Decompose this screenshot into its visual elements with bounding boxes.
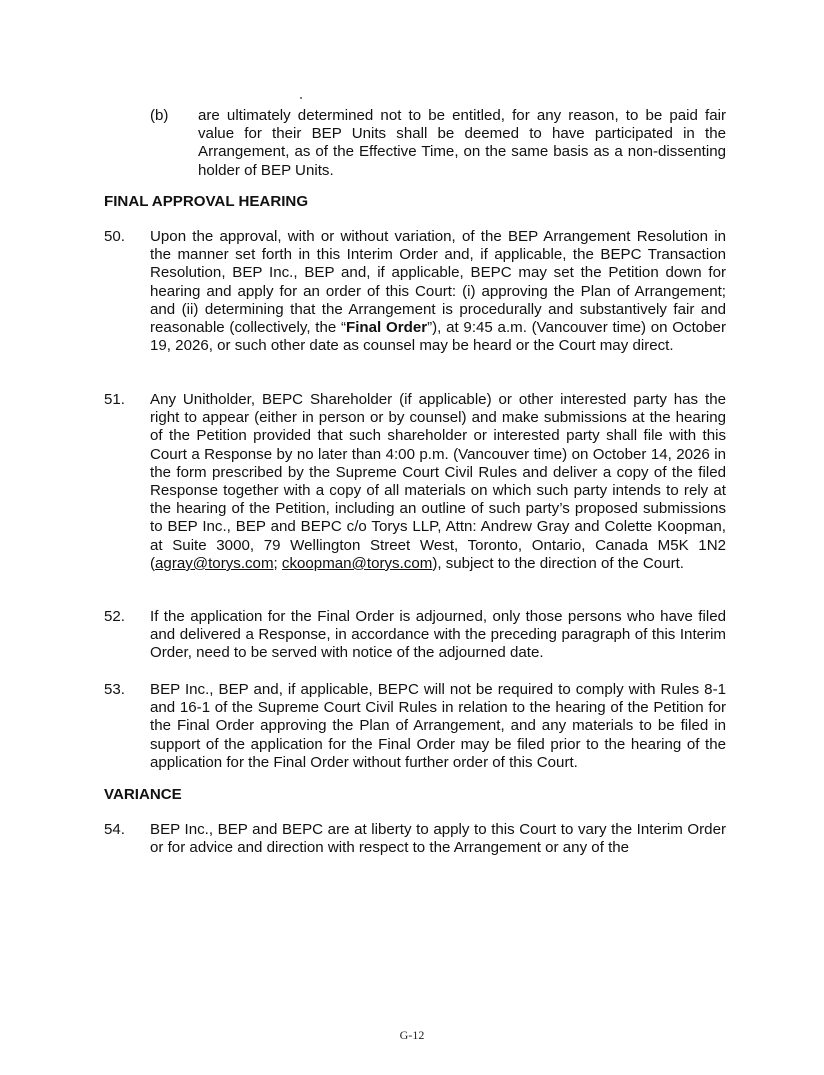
defined-term: Final Order bbox=[346, 319, 428, 337]
paragraph-body bbox=[150, 391, 726, 573]
paragraph-text: Upon the approval, with or without variation, of the BEP Arrangement Resolution in the manner set forth in this Interim Order and, if applicable, the BEPC Transaction Resolution, BEP Inc., BEP and, if applicable, BEPC may set the Petition down for hearing and apply for an order of this Court: (i) approving the Plan of Arrangement; and (ii) determining that the Arrangement is procedurally and substantively fair and reasonable (collectively, the “ bbox=[150, 228, 726, 337]
paragraph-text: ”), at 9:45 a.m. (Vancouver time) on October 19, 2026, or such other date as counsel may be heard or the Court may direct. bbox=[150, 319, 726, 355]
paragraph-number: 51. bbox=[104, 391, 125, 408]
paragraph-number: 52. bbox=[104, 608, 125, 625]
stray-mark bbox=[300, 97, 302, 99]
section-heading-final-approval: FINAL APPROVAL HEARING bbox=[104, 193, 309, 210]
subclause-label: (b) bbox=[150, 107, 169, 124]
paragraph-number: 53. bbox=[104, 681, 125, 698]
section-heading-variance: VARIANCE bbox=[104, 786, 182, 803]
paragraph-52 bbox=[104, 608, 726, 663]
email-link-agray[interactable]: agray@torys.com bbox=[155, 554, 274, 572]
paragraph-text: Any Unitholder, BEPC Shareholder (if applicable) or other interested party has the right to appear (either in person or by counsel) and make submissions at the hearing of the Petition provided that such shareholder or interested party shall file with this Court a Response by no later than 4:00 p.m. (Vancouver time) on October 14, 2026 in the form prescribed by the Supreme Court Civil Rules and deliver a copy of the filed Response together with a copy of all materials on which such party intends to rely at the hearing of the Petition, including an outline of such party’s proposed submissions to BEP Inc., BEP and BEPC c/o Torys LLP, Attn: Andrew Gray and Colette Koopman, at Suite 3000, 79 Wellington Street West, Toronto, Ontario, Canada M5K 1N2 ( bbox=[150, 391, 726, 572]
subclause-b bbox=[150, 107, 726, 180]
paragraph-51 bbox=[104, 391, 726, 573]
page-number: G-12 bbox=[399, 1028, 425, 1042]
paragraph-body bbox=[150, 228, 726, 355]
paragraph-54 bbox=[104, 821, 726, 857]
paragraph-53 bbox=[104, 681, 726, 772]
paragraph-text: ), subject to the direction of the Court. bbox=[432, 554, 685, 572]
subclause-text: are ultimately determined not to be entitled, for any reason, to be paid fair value for their BEP Units shall be deemed to have participated in the Arrangement, as of the Effective Time, on the same basis as a non-dissenting holder of BEP Units. bbox=[198, 107, 726, 179]
paragraph-number: 50. bbox=[104, 228, 125, 245]
email-separator: ; bbox=[273, 554, 282, 572]
paragraph-body: BEP Inc., BEP and, if applicable, BEPC will not be required to comply with Rules 8-1 and 16-1 of the Supreme Court Civil Rules in relation to the hearing of the Petition for the Final Order approving the Plan of Arrangement, and any materials to be filed in support of the application for the Final Order may be filed prior to the hearing of the application for the Final Order without further order of this Court. bbox=[150, 681, 726, 771]
paragraph-body: BEP Inc., BEP and BEPC are at liberty to apply to this Court to vary the Interim Order or for advice and direction with respect to the Arrangement or any of the bbox=[150, 821, 726, 857]
email-link-ckoopman[interactable]: ckoopman@torys.com bbox=[281, 554, 433, 572]
paragraph-body: If the application for the Final Order is adjourned, only those persons who have filed and delivered a Response, in accordance with the preceding paragraph of this Interim Order, need to be served with notice of the adjourned date. bbox=[150, 608, 726, 662]
paragraph-number: 54. bbox=[104, 821, 125, 838]
paragraph-50 bbox=[104, 228, 726, 355]
